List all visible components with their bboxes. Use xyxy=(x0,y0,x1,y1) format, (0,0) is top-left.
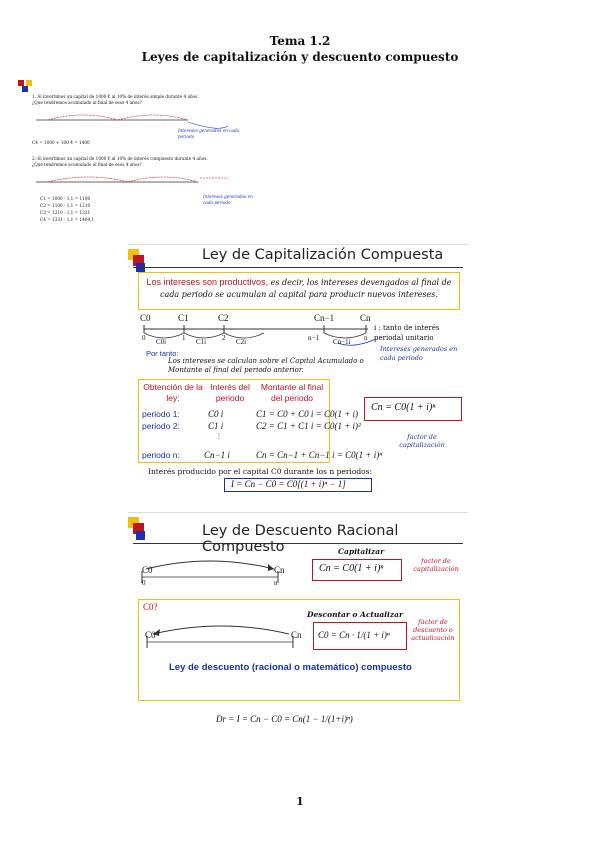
document-title-line2: Leyes de capitalización y descuento compuesto xyxy=(141,50,459,64)
row-label: periodo 1: xyxy=(142,409,180,419)
timeline-label: Cn xyxy=(360,313,371,323)
ley-descuento: Ley de descuento (racional o matemático) compuesto xyxy=(169,662,412,673)
intro-highlight: Los intereses son productivos, xyxy=(146,277,269,287)
timeline-label: C2 xyxy=(218,313,229,323)
slide-capitalizacion xyxy=(128,244,468,493)
interest-header: Interés del periodo xyxy=(210,382,250,403)
notes-annotation: Intereses generados en cada periodo xyxy=(203,194,253,205)
cap-formula: Cn = C0(1 + i)ⁿ xyxy=(319,563,384,574)
intro-rest: es decir, los intereses devengados al final de cada periodo se acumulan al capital para producir nuevos intereses. xyxy=(160,278,452,299)
timeline-tick: n xyxy=(364,334,368,342)
tick-n: n xyxy=(274,579,278,587)
handwritten-notes xyxy=(18,76,258,244)
factor-note: factor de capitalización xyxy=(399,433,445,449)
descontar-label: Descontar o Actualizar xyxy=(307,610,403,619)
interest-label: C2i xyxy=(236,338,247,346)
por-tanto-text: Los intereses se calculan sobre el Capital Acumulado o Montante al final del periodo anterior. xyxy=(168,357,364,374)
note-line: C1 = 1000 · 1,1 = 1100 xyxy=(40,196,91,201)
note-line: 2. Si invertimos un capital de 1000 € al 10% de interés compuesto durante 4 años. xyxy=(32,156,208,161)
tick-0: 0 xyxy=(142,579,146,587)
interest-note: Intereses generados en cada periodo xyxy=(380,345,458,362)
document-title-line1: Tema 1.2 xyxy=(269,34,331,48)
row-montante: C2 = C1 + C1 i = C0(1 + i)² xyxy=(256,421,361,431)
vertical-dots: ⋮ xyxy=(216,433,222,440)
note-line: C3 = 1210 · 1,1 = 1331 xyxy=(40,210,91,215)
note-line: C4 = 1331 · 1,1 = 1464,1 xyxy=(40,217,95,222)
timeline-tick: 0 xyxy=(142,334,146,342)
note-line: ¿Qué tendremos acumulado al final de esos 4 años? xyxy=(32,100,142,105)
page-number: 1 xyxy=(296,795,304,808)
interest-total-caption: Interés producido por el capital C0 durante los n periodos: xyxy=(148,467,373,476)
discount-diagram xyxy=(143,622,303,652)
row-montante: C1 = C0 + C0 i = C0(1 + i) xyxy=(256,409,359,419)
interest-label: C1i xyxy=(196,338,207,346)
slide-title: Ley de Descuento Racional Compuesto xyxy=(202,523,399,555)
cap-formula-box xyxy=(312,559,402,581)
interest-label: Cn−1i xyxy=(333,338,351,346)
slide-title: Ley de Capitalización Compuesta xyxy=(202,247,444,263)
cn-label: Cn xyxy=(291,630,302,640)
note-line: 1. Si invertimos un capital de 1000 € al 10% de interés simple durante 4 años. xyxy=(32,94,199,99)
discount-formula: Dr = I = Cn − C0 = Cn(1 − 1/(1+i)ⁿ) xyxy=(216,714,353,724)
desc-formula: C0 = Cn · 1/(1 + i)ⁿ xyxy=(318,630,390,640)
intro-text xyxy=(145,276,453,301)
interest-label: C0i xyxy=(156,338,167,346)
notes-annotation: Intereses generados en cada periodo xyxy=(178,128,240,139)
note-line: C2 = 1100 · 1,1 = 1210 xyxy=(40,203,91,208)
montante-header: Montante al final del periodo xyxy=(260,382,324,403)
title-rule xyxy=(133,267,463,268)
c0-question: C0? xyxy=(143,602,158,612)
rate-definition: i : tanto de interés periodal unitario xyxy=(374,324,440,342)
cap-factor-note: factor de capitalización xyxy=(413,557,459,573)
por-tanto: Por tanto: xyxy=(146,349,179,358)
obtention-header: Obtención de la ley: xyxy=(143,382,203,403)
capitalize-diagram xyxy=(138,559,288,589)
note-line: ¿Qué tendremos acumulado al final de esos 4 años? xyxy=(32,162,142,167)
capitalizar-label: Capitalizar xyxy=(338,547,385,556)
slide-marker-icon xyxy=(22,86,28,92)
interest-total-formula: I = Cn − C0 = C0[(1 + i)ⁿ − 1] xyxy=(231,479,346,489)
note-line: C4 = 1000 + 100·4 = 1400 xyxy=(32,140,90,145)
timeline-label: C0 xyxy=(140,313,151,323)
interest-total-box xyxy=(224,478,372,492)
row-label: periodo n: xyxy=(142,450,180,460)
intro-box xyxy=(138,272,460,310)
row-label: periodo 2: xyxy=(142,421,180,431)
timeline-tick: 1 xyxy=(182,334,186,342)
row-interest: C1 i xyxy=(208,421,224,431)
capitalization-formula-box xyxy=(364,397,462,421)
slide-logo-icon xyxy=(136,531,145,540)
row-montante: Cn = Cn−1 + Cn−1 i = C0(1 + i)ⁿ xyxy=(256,450,383,460)
timeline-label: C1 xyxy=(178,313,189,323)
row-interest: Cn−1 i xyxy=(204,450,230,460)
timeline-tick: n−1 xyxy=(308,334,319,342)
discount-box xyxy=(138,599,460,701)
desc-factor-note: factor de descuento o actualización xyxy=(411,618,455,642)
desc-formula-box xyxy=(313,622,407,650)
slide-descuento xyxy=(128,512,468,713)
slide-marker-icon xyxy=(26,80,32,86)
timeline-label: Cn−1 xyxy=(314,313,335,323)
cn-label: Cn xyxy=(274,565,285,575)
capitalization-formula: Cn = C0(1 + i)ⁿ xyxy=(371,402,436,413)
c0-label: C0 xyxy=(145,630,156,640)
timeline-tick: 2 xyxy=(222,334,226,342)
c0-label: C0 xyxy=(142,565,153,575)
row-interest: C0 i xyxy=(208,409,224,419)
notes-timeline-2 xyxy=(28,168,258,196)
